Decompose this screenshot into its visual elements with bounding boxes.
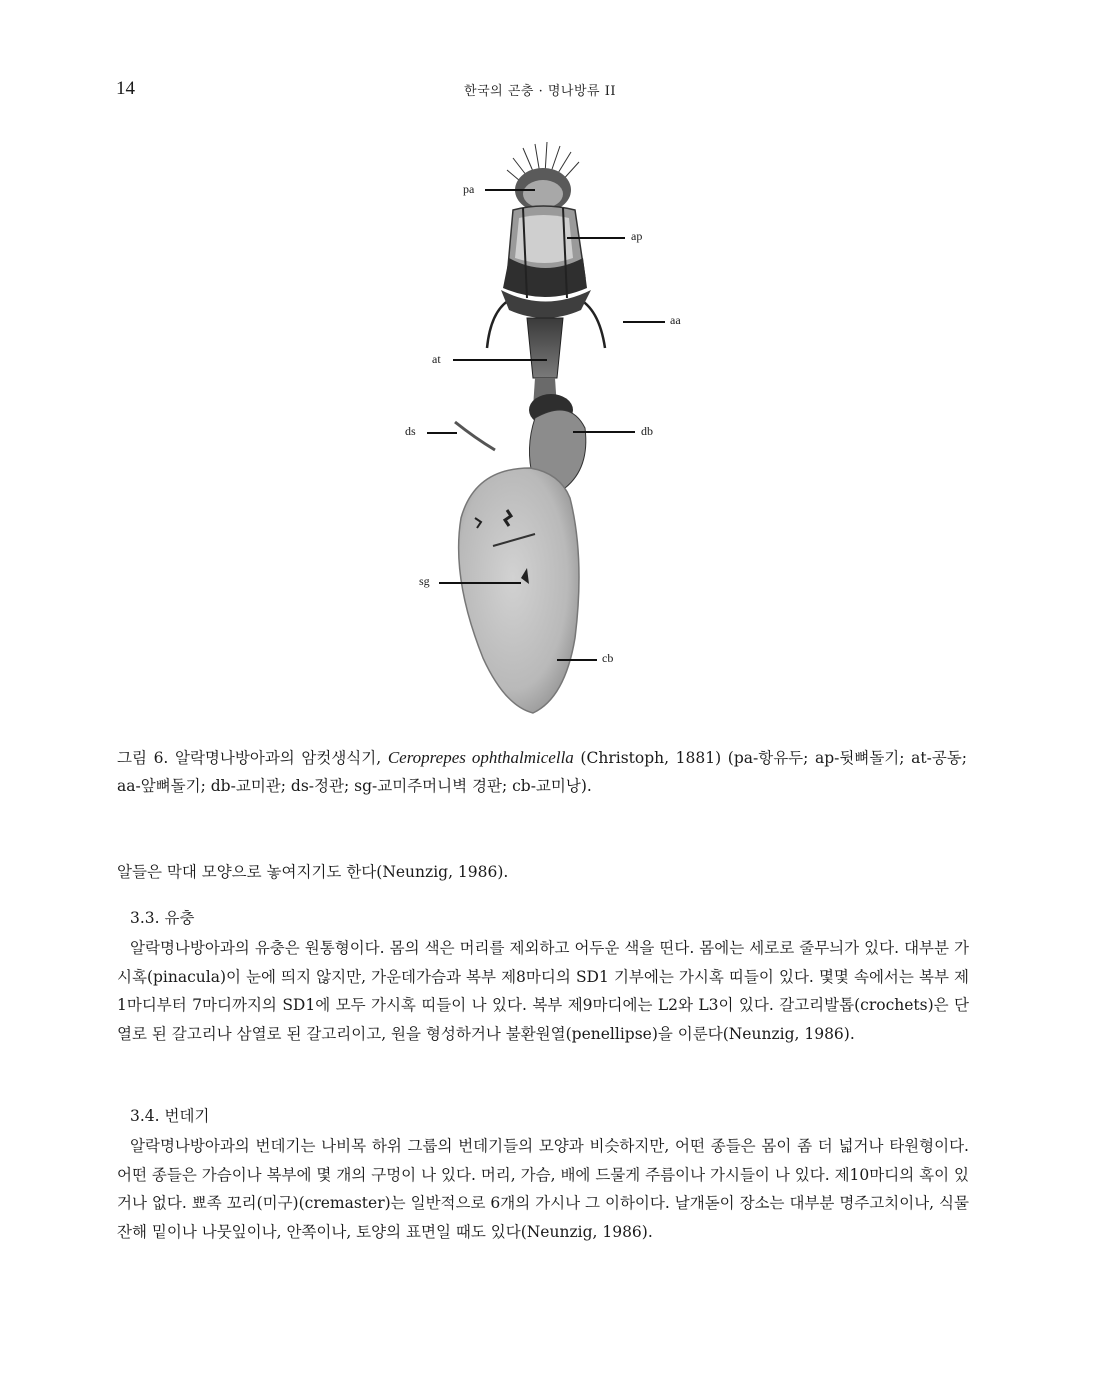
page-number: 14 bbox=[116, 78, 135, 99]
caption-prefix: 그림 6. 알락명나방아과의 암컷생식기, bbox=[117, 749, 388, 767]
genitalia-figure bbox=[395, 138, 695, 723]
label-sg: sg bbox=[419, 574, 430, 588]
section-heading-larva: 3.3. 유충 bbox=[130, 909, 195, 927]
section-text-larva: 알락명나방아과의 유충은 원통형이다. 몸의 색은 머리를 제외하고 어두운 색을 띤다. 몸에는 세로로 줄무늬가 있다. 대부분 가시혹(pinacula)이 눈에 띄지 않지만, 가운데가슴과 복부 제8마디의 SD1 기부에는 가시혹 띠들이 있다. 몇몇 속에서는 복부 제1마디부터 7마디까지의 SD1에 모두 가시혹 띠들이 나 있다. 복부 제9마디에는 L2와 L3이 있다. 갈고리발톱(crochets)은 단열로 된 갈고리나 삼열로 된 갈고리이고, 원을 형성하거나 불환원열(penellipse)을 이룬다(Neunzig, 1986). bbox=[117, 939, 969, 1043]
section-text-pupa: 알락명나방아과의 번데기는 나비목 하위 그룹의 번데기들의 모양과 비슷하지만, 어떤 종들은 몸이 좀 더 넓거나 타원형이다. 어떤 종들은 가슴이나 복부에 몇 개의 구멍이 나 있다. 머리, 가슴, 배에 드물게 주름이나 가시들이 나 있다. 제10마디의 혹이 있거나 없다. 뾰족 꼬리(미구)(cremaster)는 일반적으로 6개의 가시나 그 이하이다. 날개돋이 장소는 대부분 명주고치이나, 식물잔해 밑이나 나뭇잎이나, 안쪽이나, 토양의 표면일 때도 있다(Neunzig, 1986). bbox=[117, 1137, 969, 1241]
caption-suffix: (Christoph, 1881) (pa-항유두; ap-뒷뼈돌기; at-공동; aa-앞뼈돌기; db-교미관; ds-정관; sg-교미주머니벽 경판; cb-교미낭). bbox=[117, 749, 967, 795]
label-ds: ds bbox=[405, 424, 416, 438]
figure-caption bbox=[117, 744, 967, 800]
label-ap: ap bbox=[631, 229, 643, 243]
caption-species: Ceroprepes ophthalmicella bbox=[387, 748, 574, 767]
section-heading-pupa: 3.4. 번데기 bbox=[130, 1107, 210, 1125]
label-pa: pa bbox=[463, 182, 475, 196]
label-at: at bbox=[432, 352, 441, 366]
label-cb: cb bbox=[602, 651, 614, 665]
label-db: db bbox=[641, 424, 653, 438]
running-header: 한국의 곤충 · 명나방류 II bbox=[464, 84, 616, 99]
intro-paragraph: 알들은 막대 모양으로 놓여지기도 한다(Neunzig, 1986). bbox=[117, 863, 509, 881]
label-aa: aa bbox=[670, 313, 681, 327]
